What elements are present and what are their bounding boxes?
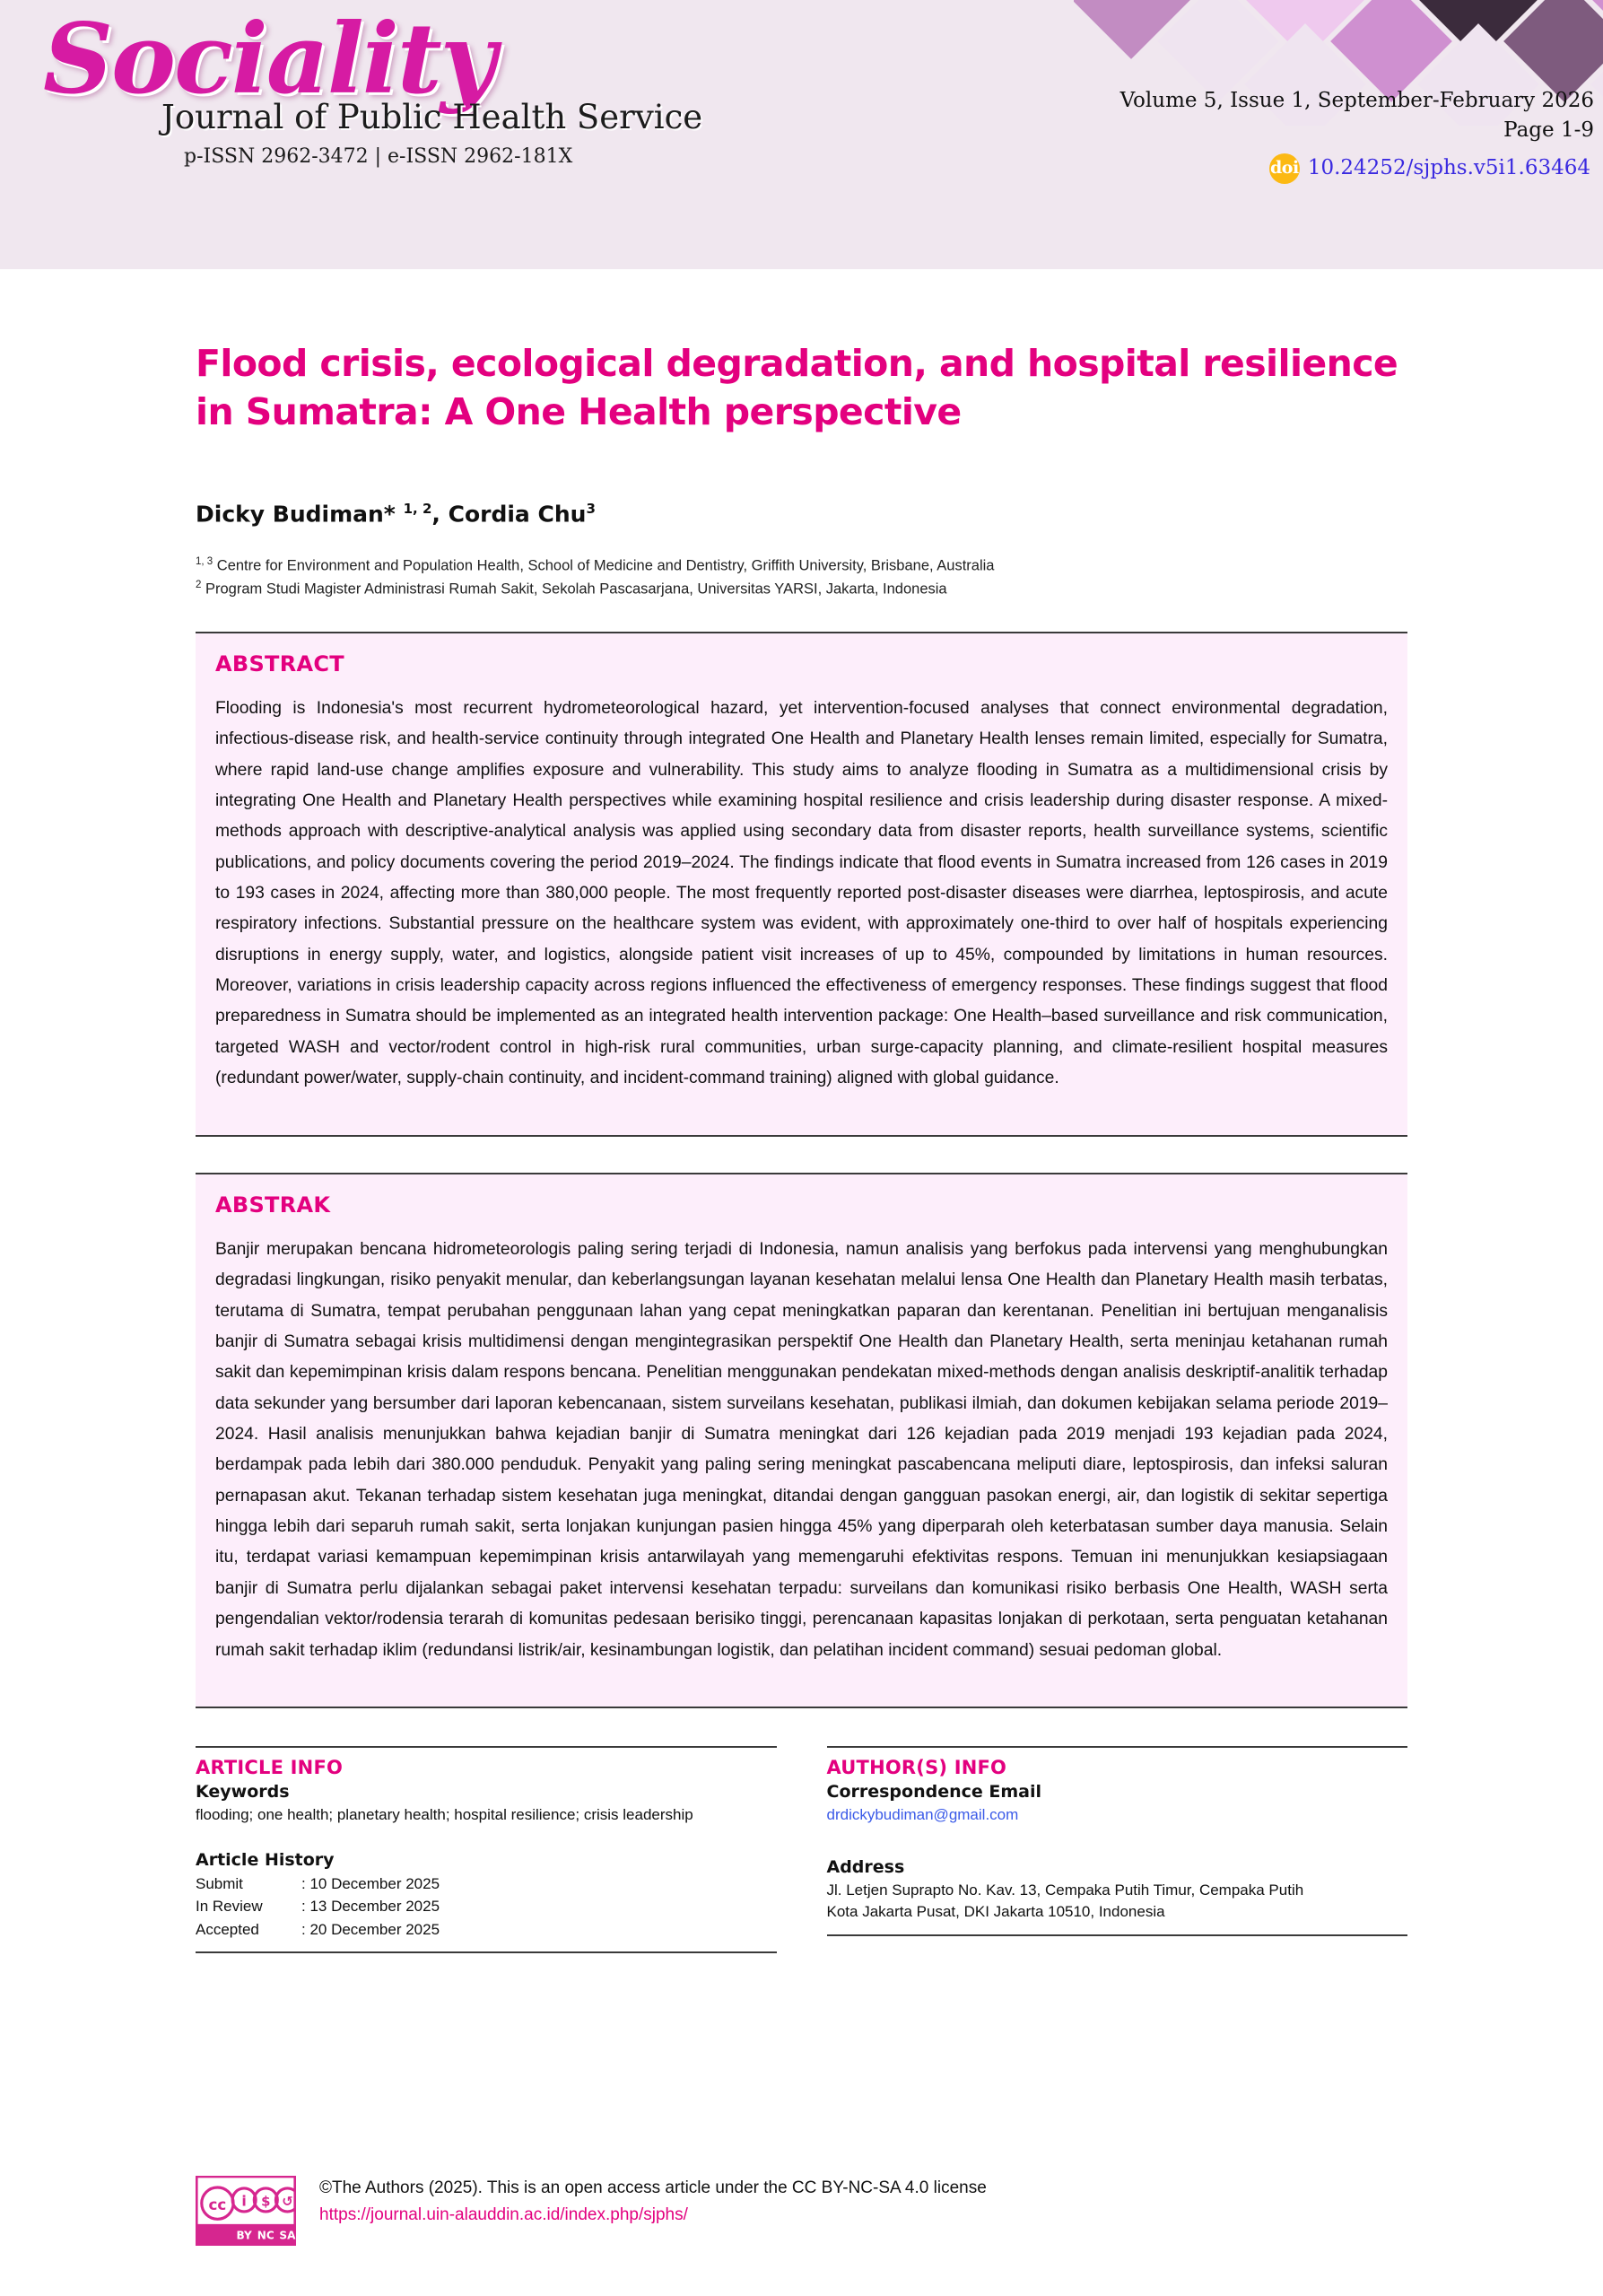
doi-link[interactable]: 10.24252/sjphs.v5i1.63464	[1307, 156, 1590, 180]
doi-row[interactable]	[697, 153, 1594, 184]
history-row	[196, 1873, 777, 1896]
divider-top	[196, 1746, 777, 1748]
license-footer	[196, 2167, 1407, 2246]
doi-badge-icon: doi	[1269, 153, 1300, 184]
keywords-label: Keywords	[196, 1782, 290, 1803]
history-value: : 13 December 2025	[301, 1898, 440, 1916]
history-value: : 10 December 2025	[301, 1874, 440, 1892]
journal-url-link[interactable]: https://journal.uin-alauddin.ac.id/index.php/sjphs/	[319, 2204, 688, 2224]
address-line-1: Jl. Letjen Suprapto No. Kav. 13, Cempaka Putih Timur, Cempaka Putih	[826, 1881, 1304, 1899]
abstrak-body: Banjir merupakan bencana hidrometeorologis paling sering terjadi di Indonesia, namun analisis yang berfokus pada intervensi yang menghubungkan degradasi lingkungan, risiko penyakit menular, dan keberlangsungan layanan kesehatan melalui lensa One Health dan Planetary Health masih terbatas, terutama di Sumatra, tempat perubahan penggunaan lahan yang cepat meningkatkan paparan dan kerentanan. Penelitian ini bertujuan menganalisis banjir di Sumatra sebagai krisis multidimensi dengan mengintegrasikan perspektif One Health dan Planetary Health, serta meninjau ketahanan rumah sakit dan kepemimpinan krisis dalam respons bencana. Penelitian menggunakan pendekatan mixed-methods dengan analisis deskriptif-analitik terhadap data sekunder yang bersumber dari laporan kebencanaan, sistem surveilans kesehatan, publikasi ilmiah, dan dokumen kebijakan selama periode 2019–2024. Hasil analisis menunjukkan bahwa kejadian banjir di Sumatra meningkat dari 126 kejadian pada 2019 menjadi 193 kejadian pada 2024, berdampak pada lebih dari 380.000 penduduk. Penyakit yang paling sering meningkat pascabencana meliputi diare, leptospirosis, dan infeksi saluran pernapasan akut. Tekanan terhadap sistem kesehatan juga meningkat, ditandai dengan gangguan pasokan energi, air, dan logistik di sekitar sepertiga hingga lebih dari separuh rumah sakit, serta lonjakan kunjungan pasien hingga 45% yang diperparah oleh keterbatasan sumber daya manusia. Selain itu, terdapat variasi kemampuan kepemimpinan krisis antarwilayah yang memengaruhi efektivitas respons. Temuan ini menunjukkan kesiapsiagaan banjir di Sumatra perlu dijalankan sebagai paket intervensi kesehatan terpadu: surveilans dan komunikasi risiko berbasis One Health, WASH serta pengendalian vektor/rodensia terarah di komunitas pedesaan berisiko tinggi, perencanaan kapasitas lonjakan di perkotaan, serta penguatan ketahanan rumah sakit terhadap iklim (redundansi listrik/air, kesinambungan logistik, dan pelatihan incident command) sesuai pedoman global.	[215, 1240, 1388, 1660]
abstract-section-english	[196, 632, 1407, 1137]
article-info-heading: ARTICLE INFO	[196, 1757, 344, 1779]
affiliation-marker: 2	[196, 579, 202, 590]
affiliation-item	[196, 578, 1407, 601]
divider-top	[827, 1746, 1408, 1748]
author-info-heading: AUTHOR(S) INFO	[826, 1757, 1007, 1779]
svg-text:↺: ↺	[282, 2193, 293, 2210]
abstrak-heading: ABSTRAK	[215, 1192, 331, 1218]
address-line-2: Kota Jakarta Pusat, DKI Jakarta 10510, Indonesia	[826, 1903, 1165, 1921]
affiliation-text: Centre for Environment and Population Health, School of Medicine and Dentistry, Griffith University, Brisbane, Australia	[216, 557, 995, 574]
keywords-value: flooding; one health; planetary health; hospital resilience; crisis leadership	[196, 1806, 693, 1824]
article-info-column	[196, 1746, 777, 1953]
page-title: Flood crisis, ecological degradation, and hospital resilience in Sumatra: A One Health perspective	[196, 342, 1398, 434]
history-label: In Review	[196, 1898, 263, 1916]
issue-information	[697, 86, 1603, 184]
history-value: : 20 December 2025	[301, 1920, 440, 1938]
volume-issue-line: Volume 5, Issue 1, September-February 2026	[1119, 89, 1594, 112]
history-label: Submit	[196, 1874, 243, 1892]
journal-logo-title: Sociality	[43, 3, 495, 116]
address-label: Address	[826, 1856, 905, 1877]
info-grid	[196, 1746, 1407, 1953]
article-page	[0, 339, 1603, 1953]
svg-text:$: $	[261, 2193, 271, 2210]
license-statement: ©The Authors (2025). This is an open access article under the CC BY-NC-SA 4.0 license	[319, 2178, 987, 2197]
affiliation-item	[196, 554, 1407, 578]
article-history-label: Article History	[196, 1849, 335, 1870]
creative-commons-badge-icon	[196, 2176, 296, 2246]
page-range-line: Page 1-9	[1503, 118, 1594, 143]
author-info-column	[827, 1746, 1408, 1953]
history-row	[196, 1918, 777, 1942]
history-row	[196, 1895, 777, 1918]
affiliations	[196, 554, 1407, 601]
affiliation-text: Program Studi Magister Administrasi Rumah Sakit, Sekolah Pascasarjana, Universitas YARSI, Jakarta, Indonesia	[205, 581, 947, 598]
abstract-section-indonesian	[196, 1173, 1407, 1708]
abstract-body: Flooding is Indonesia's most recurrent hydrometeorological hazard, yet intervention-focused analyses that connect environmental degradation, infectious-disease risk, and health-service continuity through integrated One Health and Planetary Health lenses remain limited, especially for Sumatra, where rapid land-use change amplifies exposure and vulnerability. This study aims to analyze flooding in Sumatra as a multidimensional crisis by integrating One Health and Planetary Health perspectives while examining hospital resilience and crisis leadership during disaster response. A mixed-methods approach with descriptive-analytical analysis was applied using secondary data from disaster reports, health surveillance systems, scientific publications, and policy documents covering the period 2019–2024. The findings indicate that flood events in Sumatra increased from 126 cases in 2019 to 193 cases in 2024, affecting more than 380,000 people. The most frequently reported post-disaster diseases were diarrhea, leptospirosis, and acute respiratory infections. Substantial pressure on the healthcare system was evident, with approximately one-third to over half of hospitals experiencing disruptions in energy supply, water, and logistics, alongside patient visit increases of up to 45%, compounded by limitations in human resources. Moreover, variations in crisis leadership capacity across regions influenced the effectiveness of emergency responses. These findings suggest that flood preparedness in Sumatra should be implemented as an integrated health intervention package: One Health–based surveillance and risk communication, targeted WASH and vector/rodent control in high-risk rural communities, urban surge-capacity planning, and climate-resilient hospital measures (redundant power/water, supply-chain continuity, and incident-command training) aligned with global guidance.	[215, 698, 1388, 1088]
divider-bottom	[827, 1934, 1408, 1936]
cc-by-label: BY	[236, 2229, 252, 2242]
correspondence-email-link[interactable]: drdickybudiman@gmail.com	[826, 1806, 1019, 1824]
affiliation-marker: 1, 3	[196, 555, 213, 567]
journal-logo-subtitle: Journal of Public Health Service	[161, 98, 703, 137]
journal-issn: p-ISSN 2962-3472 | e-ISSN 2962-181X	[184, 145, 573, 169]
footer-text-block	[319, 2167, 987, 2229]
divider-bottom	[196, 1951, 777, 1953]
cc-sa-label: SA	[279, 2229, 296, 2242]
history-label: Accepted	[196, 1920, 259, 1938]
svg-text:i: i	[241, 2192, 247, 2210]
cc-nc-label: NC	[257, 2229, 274, 2242]
svg-text:cc: cc	[208, 2196, 227, 2214]
correspondence-email-label: Correspondence Email	[826, 1782, 1042, 1803]
journal-masthead	[0, 0, 1603, 269]
abstract-heading: ABSTRACT	[215, 650, 344, 677]
author-list: Dicky Budiman* $^{1, 2}$, Cordia Chu$^3$	[196, 501, 596, 528]
